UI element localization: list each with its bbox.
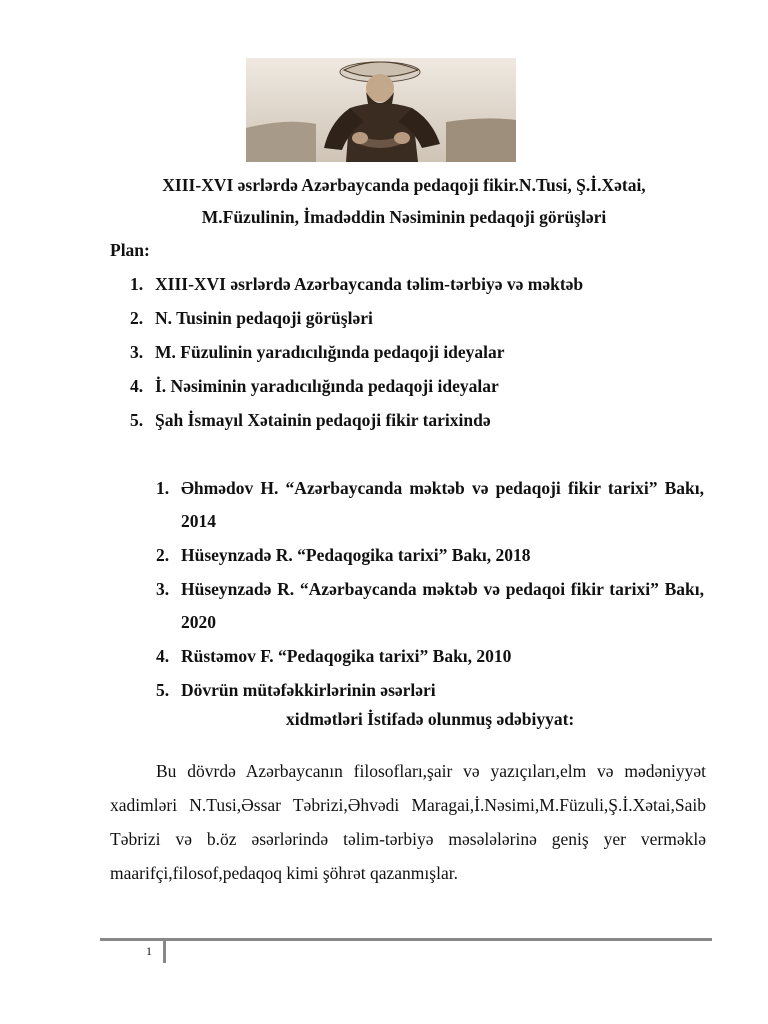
footer-divider [163,941,166,963]
plan-continuation: xidmətləri İstifadə olunmuş ədəbiyyat: [286,709,575,729]
plan-item-number: 5. [130,410,144,430]
literature-item [156,573,704,639]
literature-item-number: 3. [156,579,170,599]
literature-item-number: 5. [156,680,170,700]
plan-label: Plan: [110,240,150,260]
literature-item-text: Rüstəmov F. “Pedaqogika tarixi” Bakı, 2010 [181,646,512,666]
plan-item-text: XIII-XVI əsrlərdə Azərbaycanda təlim-tərbiyə və məktəb [155,274,584,294]
plan-list [130,272,730,442]
plan-item-number: 4. [130,376,144,396]
literature-list [156,472,704,708]
plan-item [130,340,730,374]
plan-item-text: M. Füzulinin yaradıcılığında pedaqoji ideyalar [155,342,505,362]
plan-item [130,272,730,306]
page-number: 1 [146,944,152,958]
plan-item [130,306,730,340]
plan-item-text: Şah İsmayıl Xətainin pedaqoji fikir tarixində [155,410,491,430]
plan-item-number: 2. [130,308,144,328]
literature-item-number: 4. [156,646,170,666]
literature-item-text: Hüseynzadə R. “Azərbaycanda məktəb və pedaqoi fikir tarixi” Bakı, 2020 [181,579,704,632]
literature-item [156,674,704,707]
plan-item [130,408,730,442]
literature-item [156,472,704,538]
portrait-image [246,58,516,162]
plan-item-text: İ. Nəsiminin yaradıcılığında pedaqoji ideyalar [155,376,499,396]
literature-item-text: Hüseynzadə R. “Pedaqogika tarixi” Bakı, 2018 [181,545,531,565]
literature-item-number: 2. [156,545,170,565]
body-paragraph: Bu dövrdə Azərbaycanın filosofları,şair və yazıçıları,elm və mədəniyyət xadimləri N.Tusi,Əssar Təbrizi,Əhvədi Maragai,İ.Nəsimi,M.Füzuli,Ş.İ.Xətai,Saib Təbrizi və b.öz əsərlərində təlim-tərbiyə məsələlərinə geniş yer verməklə maarifçi,filosof,pedaqoq kimi şöhrət qazanmışlar. [110,760,706,883]
title-line-2: M.Füzulinin, İmadəddin Nəsiminin pedaqoji görüşləri [201,207,607,227]
portrait-illustration [246,58,516,162]
plan-item-number: 1. [130,274,144,294]
literature-item-text: Dövrün mütəfəkkirlərinin əsərləri [181,680,436,700]
plan-item-text: N. Tusinin pedaqoji görüşləri [155,308,373,328]
footer-rule [100,938,712,941]
literature-item-text: Əhmədov H. “Azərbaycanda məktəb və pedaqoji fikir tarixi” Bakı, 2014 [181,478,704,531]
plan-item-number: 3. [130,342,144,362]
plan-item [130,374,730,408]
title-line-1: XIII-XVI əsrlərdə Azərbaycanda pedaqoji fikir.N.Tusi, Ş.İ.Xətai, [162,175,646,195]
literature-item [156,640,704,673]
literature-item [156,539,704,572]
literature-item-number: 1. [156,478,170,498]
